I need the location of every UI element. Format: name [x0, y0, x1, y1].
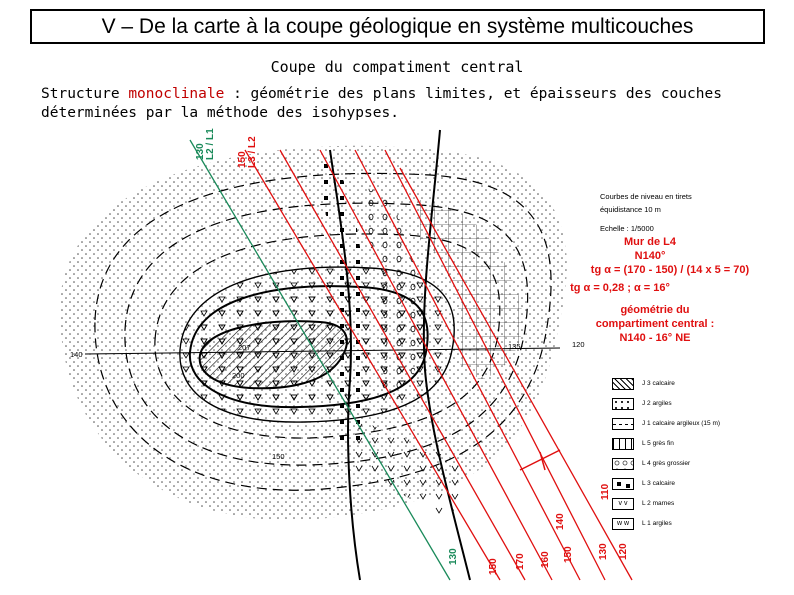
- legend-swatch-vs: v v: [612, 498, 634, 510]
- legend-swatch-circles: [612, 458, 634, 470]
- legend-swatch-hatch: [612, 378, 634, 390]
- bottom-line-label: 150: [488, 558, 499, 575]
- annotation-tg-formula: tg α = (170 - 150) / (14 x 5 = 70): [590, 264, 750, 276]
- annotation-tg-result: tg α = 0,28 ; α = 16°: [570, 282, 670, 294]
- legend-label: J 2 argiles: [642, 400, 672, 407]
- legend-label: J 3 calcaire: [642, 380, 675, 387]
- contour-label-135: 135: [508, 342, 521, 351]
- bottom-line-label: 160: [540, 551, 551, 568]
- contour-label-140: 140: [70, 350, 83, 359]
- annotation-n140: N140°: [634, 250, 666, 262]
- desc-rest: : géométrie des plans limites, et épaisseurs des couches: [224, 86, 722, 102]
- legend-swatch-ws: w w: [612, 518, 634, 530]
- annotation-compartiment: compartiment central :: [595, 318, 715, 330]
- contour-label-200: 200: [232, 371, 245, 380]
- legend-label: L 4 grès grossier: [642, 460, 691, 467]
- bottom-line-label: 150: [563, 546, 574, 563]
- contour-label-207: 207: [238, 343, 251, 352]
- bottom-line-label: 130: [598, 543, 609, 560]
- desc-accent: monoclinale: [128, 86, 225, 102]
- legend-label: J 1 calcaire argileux (15 m): [642, 420, 721, 427]
- annotation-mur-l4: Mur de L4: [624, 236, 676, 248]
- legend-label: L 2 marnes: [642, 500, 675, 507]
- bottom-line-label: 170: [515, 553, 526, 570]
- desc-line2: déterminées par la méthode des isohypses.: [41, 105, 399, 121]
- slide-title: V – De la carte à la coupe géologique en système multicouches: [30, 9, 765, 44]
- map-info-line1: Courbes de niveau en tirets: [600, 192, 692, 201]
- legend-swatch-triangles: [612, 398, 634, 410]
- map-info-scale: Echelle : 1/5000: [600, 224, 654, 233]
- map-info-line2: équidistance 10 m: [600, 205, 661, 214]
- annotation-geometrie: géométrie du: [620, 304, 690, 316]
- legend-label: L 5 grès fin: [642, 440, 674, 447]
- bottom-line-label: 120: [618, 543, 629, 560]
- slide-subtitle: Coupe du compatiment central: [270, 58, 524, 76]
- legend-label: L 1 argiles: [642, 520, 672, 527]
- legend-swatch-grid: [612, 438, 634, 450]
- legend-label: L 3 calcaire: [642, 480, 675, 487]
- annotation-orientation: N140 - 16° NE: [619, 332, 691, 344]
- contour-label-120: 120: [572, 340, 585, 349]
- red-line-label: 150 L3 / L2: [237, 136, 258, 168]
- green-line-label: 130 L2 / L1: [195, 128, 216, 160]
- desc-prefix: Structure: [41, 86, 129, 102]
- bottom-line-label: 110: [600, 483, 611, 500]
- legend-swatch-dashes: [612, 418, 634, 430]
- contour-label-150: 150: [272, 452, 285, 461]
- bottom-line-label: 140: [555, 513, 566, 530]
- legend-swatch-squares: [612, 478, 634, 490]
- bottom-line-label: 130: [448, 548, 459, 565]
